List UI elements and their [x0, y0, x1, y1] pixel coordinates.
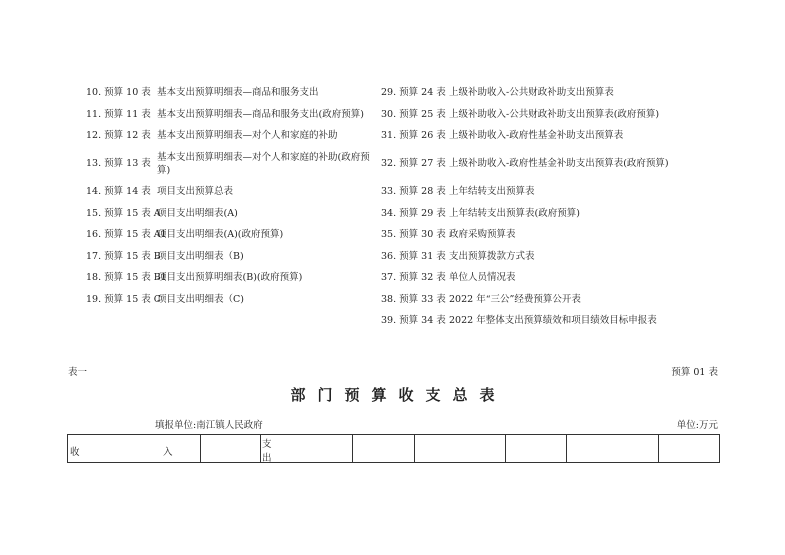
toc-code: 33. 预算 28 表 — [381, 186, 446, 197]
toc-desc: 项目支出明细表（B) — [157, 250, 244, 262]
column-divider — [658, 435, 659, 462]
toc-code: 37. 预算 32 表 — [381, 272, 446, 283]
income-header-char: 收 — [70, 447, 80, 458]
toc-item — [381, 129, 721, 142]
toc-item — [86, 129, 386, 142]
section-label: 表一 — [68, 367, 88, 378]
toc-code: 18. 预算 15 表 B1 — [86, 272, 167, 283]
toc-item — [381, 157, 721, 170]
toc-right-column — [381, 86, 721, 336]
toc-item — [381, 293, 721, 306]
budget-table-header — [67, 434, 720, 463]
toc-item — [381, 207, 721, 220]
toc-code: 30. 预算 25 表 — [381, 108, 446, 120]
toc-item — [86, 86, 386, 99]
column-divider — [200, 435, 201, 462]
toc-desc: 基本支出预算明细表—商品和服务支出(政府预算) — [157, 108, 364, 120]
toc-desc: 上级补助收入-政府性基金补助支出预算表(政府预算) — [449, 158, 669, 169]
reporting-unit: 填报单位:南江镇人民政府 — [155, 420, 263, 431]
income-header-char: 入 — [163, 447, 173, 458]
toc-code: 32. 预算 27 表 — [381, 158, 446, 169]
column-divider — [352, 435, 353, 462]
toc-code: 17. 预算 15 表 B — [86, 250, 161, 262]
page-title: 部门预算收支总表 — [290, 386, 507, 404]
column-divider — [566, 435, 567, 462]
toc-code: 34. 预算 29 表 — [381, 207, 446, 219]
toc-code: 19. 预算 15 表 C — [86, 293, 162, 305]
toc-item — [381, 86, 721, 99]
toc-desc: 政府采购预算表 — [449, 229, 516, 240]
toc-desc: 上级补助收入-公共财政补助支出预算表 — [449, 87, 614, 98]
currency-unit: 单位:万元 — [676, 420, 718, 431]
toc-code: 31. 预算 26 表 — [381, 130, 446, 141]
toc-desc: 2022 年“三公”经费预算公开表 — [449, 293, 581, 305]
toc-desc: 基本支出预算明细表—商品和服务支出 — [157, 87, 319, 98]
toc-desc: 单位人员情况表 — [449, 272, 516, 283]
toc-code: 39. 预算 34 表 — [381, 315, 446, 326]
toc-item — [86, 228, 386, 241]
toc-desc: 上级补助收入-政府性基金补助支出预算表 — [449, 130, 624, 141]
toc-code: 16. 预算 15 表 A1 — [86, 229, 167, 240]
toc-desc: 项目支出明细表(A)(政府预算) — [157, 229, 284, 240]
toc-desc: 基本支出预算明细表—对个人和家庭的补助(政府预算) — [157, 151, 370, 176]
toc-desc: 项目支出明细表（C) — [157, 293, 244, 305]
toc-desc: 项目支出预算总表 — [157, 186, 234, 197]
toc-item — [381, 271, 721, 284]
toc-desc: 上级补助收入-公共财政补助支出预算表(政府预算) — [449, 108, 660, 120]
toc-item — [86, 207, 386, 220]
toc-desc: 基本支出预算明细表—对个人和家庭的补助 — [157, 130, 338, 141]
toc-item — [86, 250, 386, 263]
toc-code: 38. 预算 33 表 — [381, 293, 446, 305]
expense-header-char: 出 — [262, 453, 272, 464]
toc-left-column — [86, 86, 386, 314]
toc-code: 29. 预算 24 表 — [381, 87, 446, 98]
column-divider — [414, 435, 415, 462]
toc-item — [86, 108, 386, 121]
toc-desc: 项目支出预算明细表(B)(政府预算) — [157, 272, 303, 283]
toc-desc: 项目支出明细表(A) — [157, 207, 238, 219]
toc-item — [86, 151, 386, 177]
toc-code: 10. 预算 10 表 — [86, 87, 151, 98]
table-code: 预算 01 表 — [671, 367, 718, 378]
toc-code: 12. 预算 12 表 — [86, 130, 151, 141]
toc-item — [381, 314, 721, 327]
column-divider — [505, 435, 506, 462]
toc-code: 36. 预算 31 表 — [381, 250, 446, 262]
toc-item — [381, 250, 721, 263]
toc-item — [381, 108, 721, 121]
toc-item — [381, 228, 721, 241]
expense-header-char: 支 — [262, 439, 272, 450]
toc-item — [86, 271, 386, 284]
toc-code: 11. 预算 11 表 — [86, 108, 151, 120]
toc-code: 14. 预算 14 表 — [86, 186, 151, 197]
toc-code: 13. 预算 13 表 — [86, 157, 151, 169]
toc-code: 35. 预算 30 表 — [381, 229, 446, 240]
toc-desc: 上年结转支出预算表 — [449, 186, 535, 197]
column-divider — [260, 435, 261, 462]
toc-code: 15. 预算 15 表 A — [86, 207, 161, 219]
toc-desc: 支出预算拨款方式表 — [449, 250, 535, 262]
toc-item — [86, 293, 386, 306]
toc-item — [381, 185, 721, 198]
toc-item — [86, 185, 386, 198]
toc-desc: 2022 年整体支出预算绩效和项目绩效目标申报表 — [449, 315, 657, 326]
toc-desc: 上年结转支出预算表(政府预算) — [449, 207, 580, 219]
